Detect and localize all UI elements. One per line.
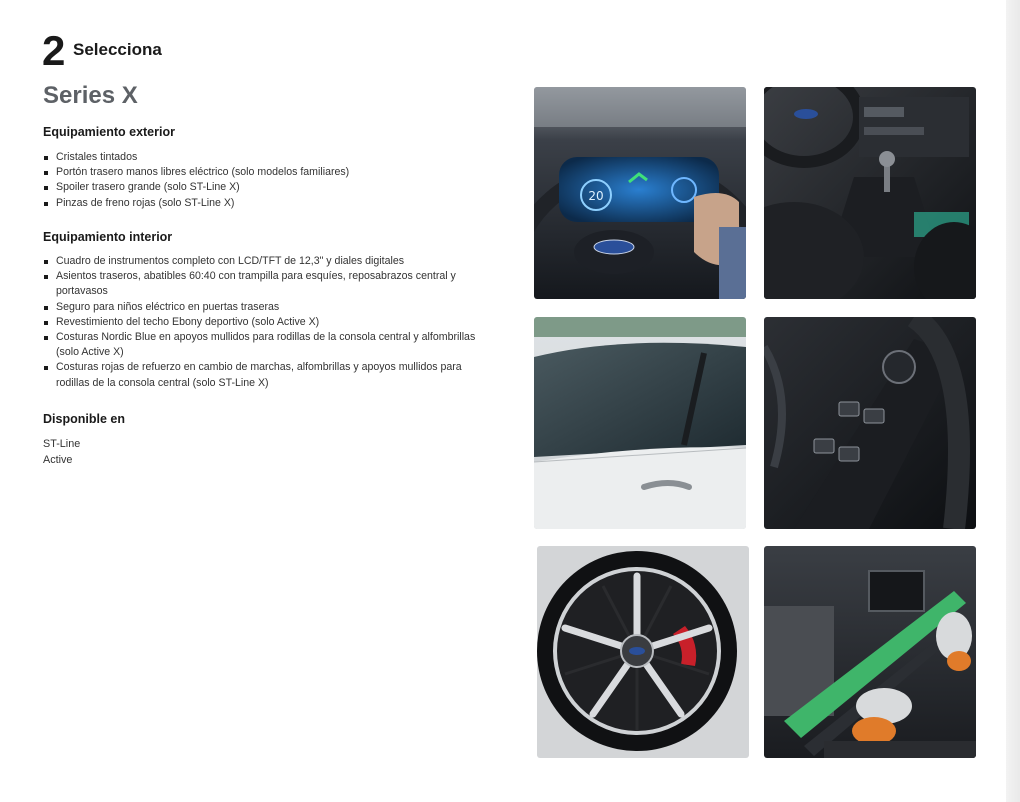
list-item: Asientos traseros, abatibles 60:40 con trampilla para esquíes, reposabrazos central y portavasos: [43, 269, 498, 299]
list-item: Cristales tintados: [43, 150, 498, 165]
trunk-skis-photo: [764, 546, 976, 758]
speed-readout: 20: [588, 189, 604, 203]
list-item: Costuras rojas de refuerzo en cambio de marchas, alfombrillas y apoyos mullidos para rodillas de la consola central (solo ST-Line X): [43, 360, 498, 390]
interior-heading: Equipamiento interior: [43, 230, 173, 244]
list-item: Revestimiento del techo Ebony deportivo (solo Active X): [43, 315, 498, 330]
available-heading: Disponible en: [43, 412, 125, 426]
list-item: Costuras Nordic Blue en apoyos mullidos para rodillas de la consola central y alfombrillas (solo Active X): [43, 330, 498, 360]
instrument-cluster-photo: [534, 87, 746, 299]
exterior-list: [43, 150, 498, 211]
step-number: 2: [42, 27, 66, 74]
list-item: Spoiler trasero grande (solo ST-Line X): [43, 180, 498, 195]
page-edge: [1006, 0, 1020, 802]
available-item: ST-Line: [43, 438, 81, 450]
console-gear-photo: [764, 87, 976, 299]
step-label: Selecciona: [73, 40, 162, 59]
list-item: Seguro para niños eléctrico en puertas traseras: [43, 300, 498, 315]
tinted-windows-photo: [534, 317, 746, 529]
list-item: Pinzas de freno rojas (solo ST-Line X): [43, 196, 498, 211]
list-item: Cuadro de instrumentos completo con LCD/TFT de 12,3" y diales digitales: [43, 254, 498, 269]
list-item: Portón trasero manos libres eléctrico (solo modelos familiares): [43, 165, 498, 180]
available-list: [43, 436, 80, 468]
wheel-red-caliper-photo: [537, 546, 749, 758]
interior-list: [43, 254, 498, 391]
series-title: Series X: [43, 82, 138, 109]
exterior-heading: Equipamiento exterior: [43, 125, 175, 139]
available-item: Active: [43, 454, 73, 466]
window-controls-photo: [764, 317, 976, 529]
